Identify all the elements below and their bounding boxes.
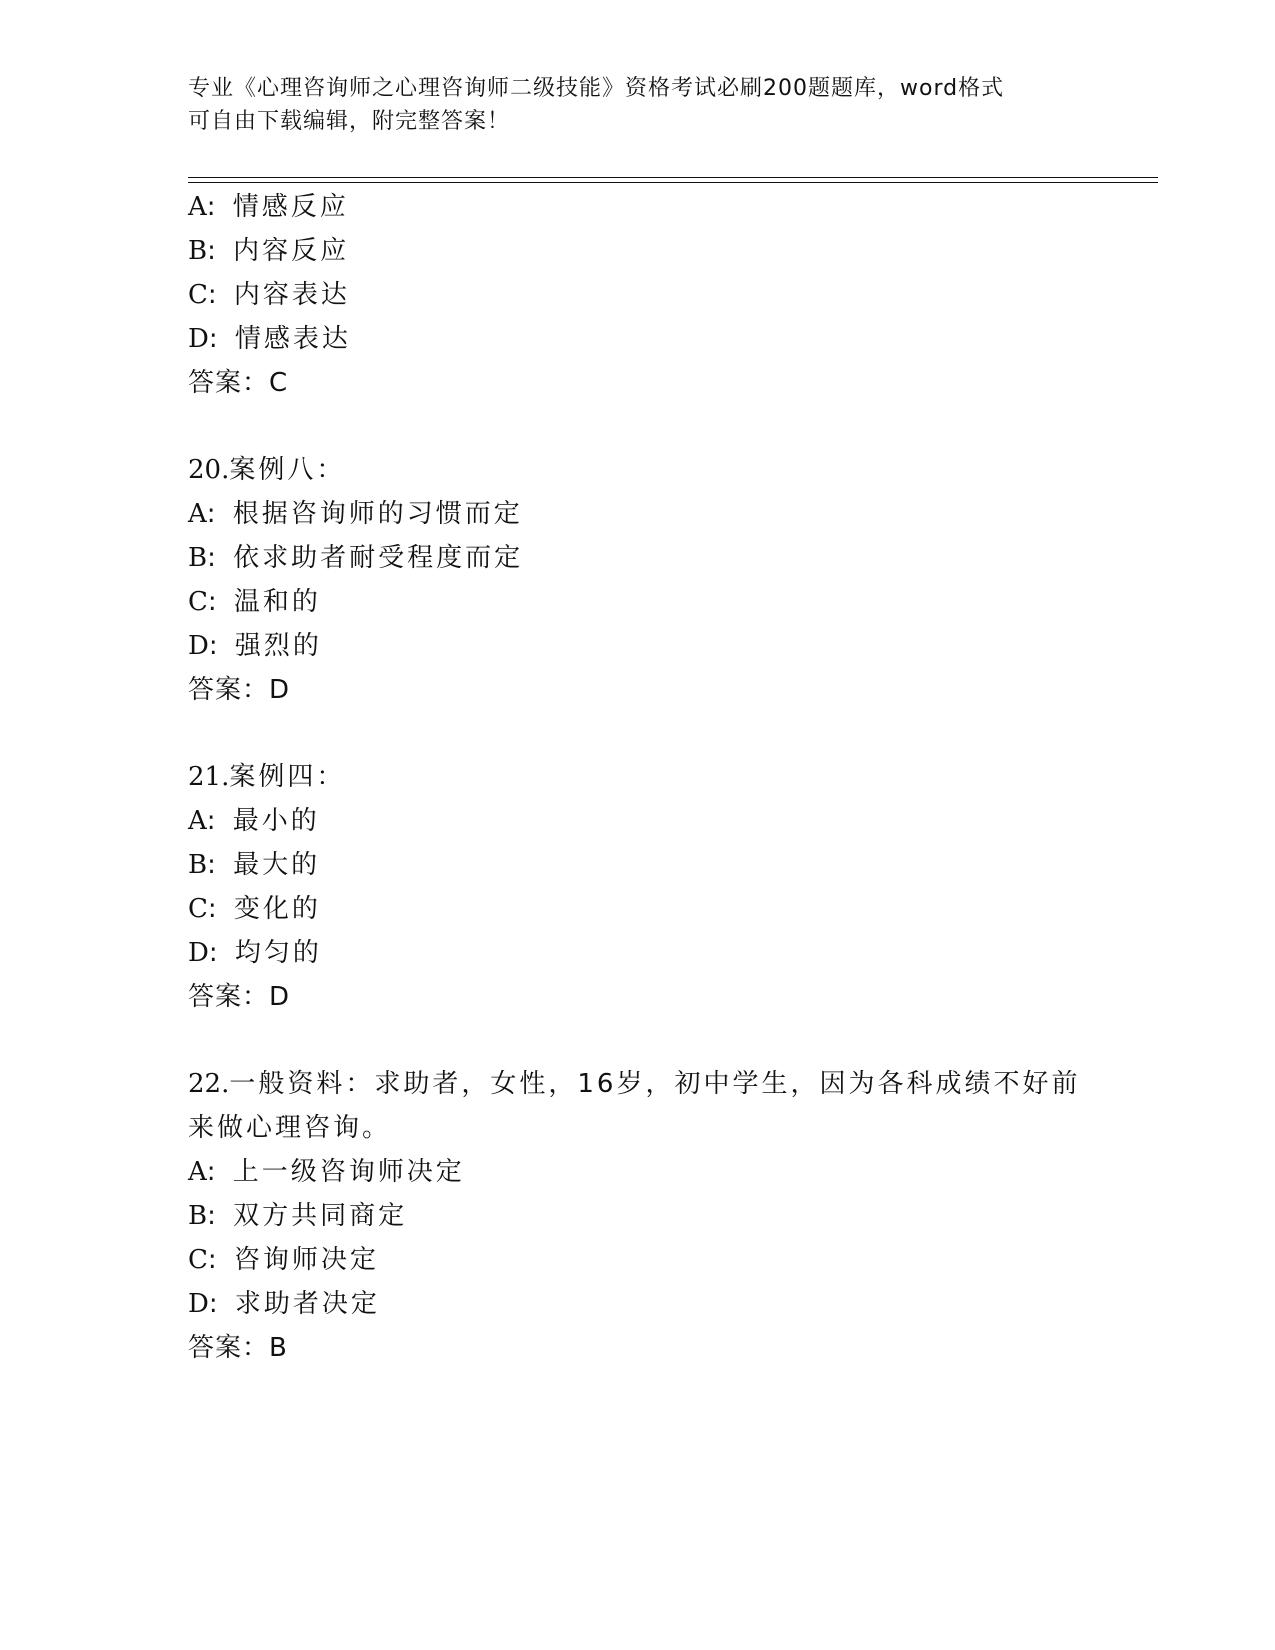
option-d	[188, 629, 322, 663]
header-line-2: 可自由下载编辑，附完整答案！	[188, 109, 511, 134]
option-separator: :	[207, 280, 220, 310]
option-b	[188, 848, 320, 882]
option-letter: B	[188, 850, 208, 880]
option-c	[188, 1243, 379, 1277]
header-line-1: 专业《心理咨询师之心理咨询师二级技能》资格考试必刷200题题库，word格式	[188, 76, 1005, 101]
option-text: 求助者决定	[234, 1289, 380, 1319]
option-separator: :	[206, 192, 219, 222]
option-separator: :	[208, 938, 221, 968]
option-letter: B	[188, 236, 208, 266]
option-c	[188, 585, 321, 619]
option-separator: :	[206, 1157, 219, 1187]
header-divider-top	[188, 177, 1158, 178]
option-separator: :	[207, 850, 219, 880]
question-text: 案例四：	[229, 762, 346, 792]
option-text: 变化的	[233, 894, 321, 924]
option-text: 咨询师决定	[233, 1245, 379, 1275]
option-text: 内容反应	[233, 236, 350, 266]
option-a	[188, 1155, 465, 1189]
option-c	[188, 892, 321, 926]
question-20	[188, 453, 345, 487]
option-d	[188, 1287, 380, 1321]
option-letter: A	[188, 806, 207, 836]
option-separator: :	[206, 806, 219, 836]
option-b	[188, 541, 523, 575]
option-a	[188, 804, 320, 838]
question-number: 21.	[188, 762, 230, 792]
option-text: 上一级咨询师决定	[232, 1157, 465, 1187]
option-letter: C	[188, 894, 208, 924]
option-letter: B	[188, 543, 208, 573]
question-text: 案例八：	[229, 455, 346, 485]
option-letter: C	[188, 1245, 208, 1275]
option-letter: C	[188, 280, 208, 310]
option-b	[188, 234, 349, 268]
header-divider-bottom	[188, 182, 1158, 183]
option-text: 最小的	[232, 806, 320, 836]
option-separator: :	[207, 587, 220, 617]
option-text: 依求助者耐受程度而定	[233, 543, 524, 573]
question-number: 20.	[188, 455, 230, 485]
question-text: 一般资料：求助者，女性，16岁，初中学生，因为各科成绩不好前	[229, 1069, 1081, 1099]
option-separator: :	[207, 1201, 219, 1231]
option-separator: :	[207, 543, 219, 573]
option-d	[188, 322, 351, 356]
option-letter: D	[188, 324, 209, 354]
option-a	[188, 190, 349, 224]
question-21	[188, 760, 345, 794]
option-c	[188, 278, 350, 312]
option-letter: D	[188, 631, 209, 661]
answer: 答案：B	[188, 1333, 288, 1363]
option-text: 均匀的	[234, 938, 322, 968]
question-text-continued: 来做心理咨询。	[188, 1113, 392, 1143]
option-text: 情感反应	[232, 192, 349, 222]
option-letter: A	[188, 1157, 207, 1187]
option-separator: :	[207, 1245, 220, 1275]
option-text: 最大的	[233, 850, 321, 880]
option-separator: :	[208, 1289, 221, 1319]
option-separator: :	[208, 324, 221, 354]
option-letter: D	[188, 1289, 209, 1319]
option-d	[188, 936, 322, 970]
answer: 答案：D	[188, 675, 291, 705]
option-letter: B	[188, 1201, 208, 1231]
question-22	[188, 1067, 1080, 1101]
option-text: 根据咨询师的习惯而定	[232, 499, 523, 529]
option-letter: A	[188, 192, 207, 222]
option-text: 双方共同商定	[233, 1201, 408, 1231]
question-number: 22.	[188, 1069, 230, 1099]
option-text: 内容表达	[233, 280, 350, 310]
option-letter: D	[188, 938, 209, 968]
answer: 答案：D	[188, 982, 291, 1012]
option-separator: :	[207, 236, 219, 266]
option-text: 情感表达	[234, 324, 351, 354]
option-separator: :	[208, 631, 221, 661]
answer: 答案：C	[188, 368, 289, 398]
option-letter: A	[188, 499, 207, 529]
option-letter: C	[188, 587, 208, 617]
document-header	[188, 72, 1088, 138]
option-text: 温和的	[233, 587, 321, 617]
option-text: 强烈的	[234, 631, 322, 661]
option-separator: :	[206, 499, 219, 529]
option-separator: :	[207, 894, 220, 924]
option-a	[188, 497, 523, 531]
option-b	[188, 1199, 407, 1233]
